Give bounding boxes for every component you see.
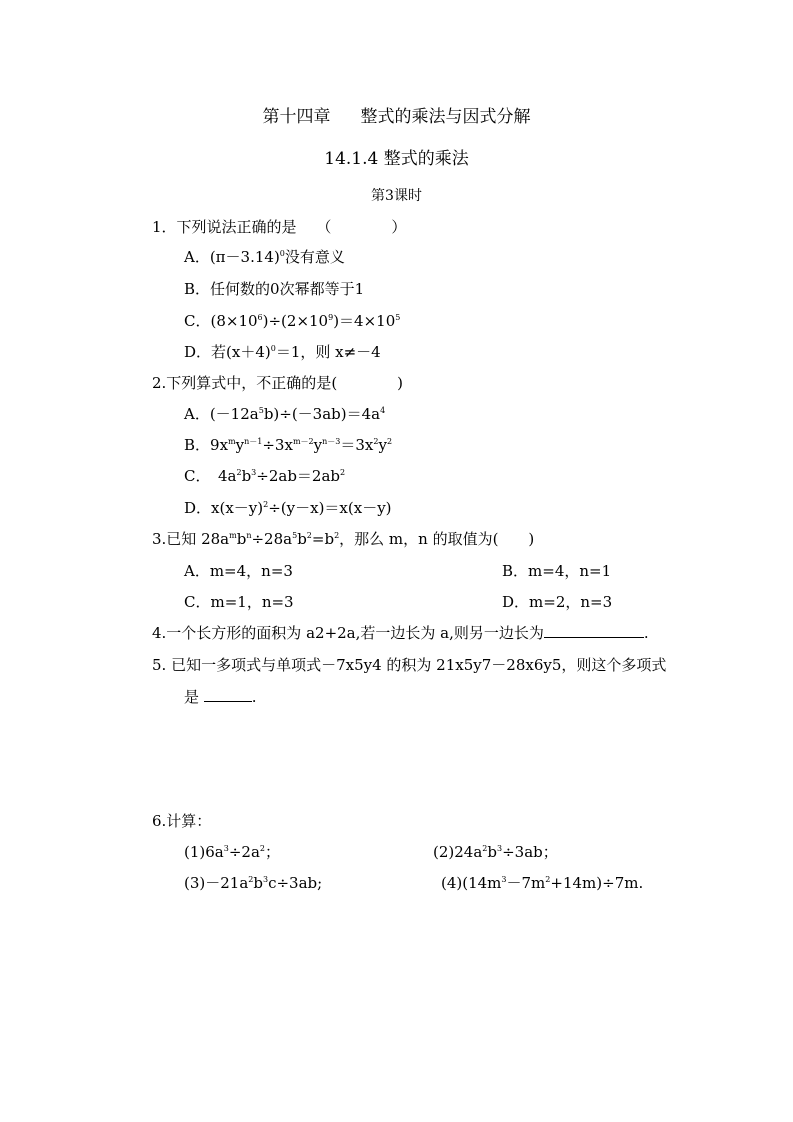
chapter-number: 第十四章 [262, 107, 331, 127]
lesson-label: 第3课时 [371, 188, 422, 204]
q6-part-2 [433, 842, 558, 862]
q2-option-d [184, 498, 392, 518]
q2-b-text3: ÷3x [262, 436, 293, 454]
q6-p3-sup1: 2 [248, 875, 254, 884]
q6-p2-text2: b [487, 843, 497, 861]
section-title: 14.1.4 整式的乘法 [324, 149, 469, 169]
q2-b-text6: y [378, 436, 387, 454]
q5-stem-end: 是 [184, 688, 204, 706]
q6-p4-text2: －7m [506, 874, 546, 892]
q1-d-text2: ＝1，则 x≠－4 [275, 343, 381, 361]
q1-c-sup1: 6 [257, 313, 263, 322]
q6-part-1 [184, 842, 280, 862]
q6-p3-text3: c÷3ab; [268, 874, 323, 892]
q6-p1-sup2: 2 [259, 844, 265, 853]
q2-b-text2: y [235, 436, 245, 454]
q6-part-3 [184, 873, 322, 893]
q3-option-c: C．m=1，n=3 [184, 593, 294, 611]
q1-c-sup3: 5 [395, 313, 401, 322]
q1-c-sup2: 9 [328, 313, 334, 322]
q2-stem: 2.下列算式中，不正确的是( ) [152, 374, 404, 392]
q1-stem: 1．下列说法正确的是 （ ） [152, 218, 407, 236]
q2-c-text3: ÷2ab＝2ab [256, 467, 341, 485]
q1-option-d [184, 342, 381, 362]
q1-option-a [184, 247, 345, 267]
q6-p2-sup2: 3 [496, 844, 503, 853]
q6-p4-sup1: 3 [501, 875, 507, 884]
q2-a-sup1: 5 [258, 406, 264, 415]
q2-c-sup2: 3 [251, 468, 257, 477]
q5-line1: 5. 已知一多项式与单项式－7x5y4 的积为 21x5y7－28x6y5，则这个多项式 [152, 656, 667, 674]
q3-sup1: m [229, 531, 237, 540]
q2-b-text4: y [313, 436, 323, 454]
q3-stem-text: 3.已知 28a [152, 530, 230, 548]
q1-c-text3: )＝4×10 [333, 312, 396, 330]
q6-p1-text: (1)6a [184, 843, 224, 861]
q2-option-a [184, 404, 385, 424]
q6-p3-text2: b [253, 874, 263, 892]
q1-c-text: C．(8×10 [184, 312, 258, 330]
q1-option-b: B．任何数的0次幂都等于1 [184, 280, 365, 298]
q2-b-sup1: m [228, 437, 236, 446]
q2-c-sup1: 2 [236, 468, 242, 477]
q4-period: . [643, 624, 649, 642]
q6-p3-text: (3)－21a [184, 874, 249, 892]
q1-c-text2: )÷(2×10 [262, 312, 329, 330]
q4-text [152, 623, 649, 643]
q6-p2-sup1: 2 [482, 844, 488, 853]
q2-b-sup5: 2 [373, 437, 379, 446]
q6-p1-sup1: 3 [223, 844, 229, 853]
q2-c-text2: b [241, 467, 252, 485]
q3-option-b: B．m=4，n=1 [502, 562, 612, 580]
q2-a-sup2: 4 [380, 406, 386, 415]
q2-option-b [184, 435, 392, 455]
q1-a-text2: 没有意义 [284, 248, 345, 266]
q2-d-sup: 2 [263, 500, 269, 509]
q3-sup3: 5 [292, 531, 298, 540]
q2-b-sup3: m－2 [292, 437, 314, 446]
q1-d-text: D．若(x＋4) [184, 343, 271, 361]
q3-stem-text4: b [297, 530, 307, 548]
q2-a-text: A．(－12a [184, 405, 259, 423]
q1-d-sup: 0 [270, 344, 276, 353]
q3-option-a: A．m=4，n=3 [184, 562, 293, 580]
q3-sup4: 2 [306, 531, 312, 540]
q6-p4-sup2: 2 [545, 875, 551, 884]
q2-d-text: D．x(x－y) [184, 499, 264, 517]
q3-stem-text6: ，那么 m，n 的取值为( ) [339, 530, 535, 548]
q4-stem: 4.一个长方形的面积为 a2+2a,若一边长为 a,则另一边长为 [152, 624, 544, 642]
q2-option-c [184, 466, 345, 486]
q1-a-text: A．(π－3.14) [184, 248, 280, 266]
q6-p4-text3: +14m)÷7m. [550, 874, 644, 892]
q6-p1-text3: ； [264, 843, 280, 861]
q6-p2-text: (2)24a [433, 843, 483, 861]
q6-part-4 [441, 873, 643, 893]
q4-answer-blank[interactable] [544, 623, 644, 638]
q6-p1-text2: ÷2a [228, 843, 260, 861]
chapter-heading [0, 107, 793, 127]
q2-b-sup4: n－3 [322, 437, 341, 446]
q2-c-sup3: 2 [340, 468, 346, 477]
q6-p3-sup2: 3 [262, 875, 269, 884]
q6-p4-text: (4)(14m [441, 874, 502, 892]
q5-answer-blank[interactable] [204, 687, 252, 702]
q2-b-text: B．9x [184, 436, 229, 454]
q3-stem-text3: ÷28a [251, 530, 293, 548]
q2-d-text2: ÷(y－x)＝x(x－y) [268, 499, 392, 517]
q6-p2-text3: ÷3ab； [502, 843, 558, 861]
q2-c-text: C． 4a [184, 467, 237, 485]
q6-stem: 6.计算： [152, 812, 212, 830]
q5-line2 [184, 687, 257, 707]
q3-stem-text2: b [236, 530, 247, 548]
q2-b-text5: ＝3x [340, 436, 374, 454]
q2-b-sup2: n－1 [244, 437, 263, 446]
q3-stem [152, 529, 534, 549]
q1-a-sup: 0 [279, 249, 285, 258]
q1-option-c [184, 311, 400, 331]
q2-b-sup6: 2 [386, 437, 393, 446]
q3-option-d: D．m=2，n=3 [502, 593, 613, 611]
q3-sup5: 2 [334, 531, 340, 540]
chapter-title: 整式的乘法与因式分解 [360, 107, 531, 127]
q3-sup2: n [246, 531, 252, 540]
q5-period: . [251, 688, 257, 706]
q2-a-text2: b)÷(－3ab)＝4a [263, 405, 381, 423]
q3-stem-text5: =b [311, 530, 335, 548]
